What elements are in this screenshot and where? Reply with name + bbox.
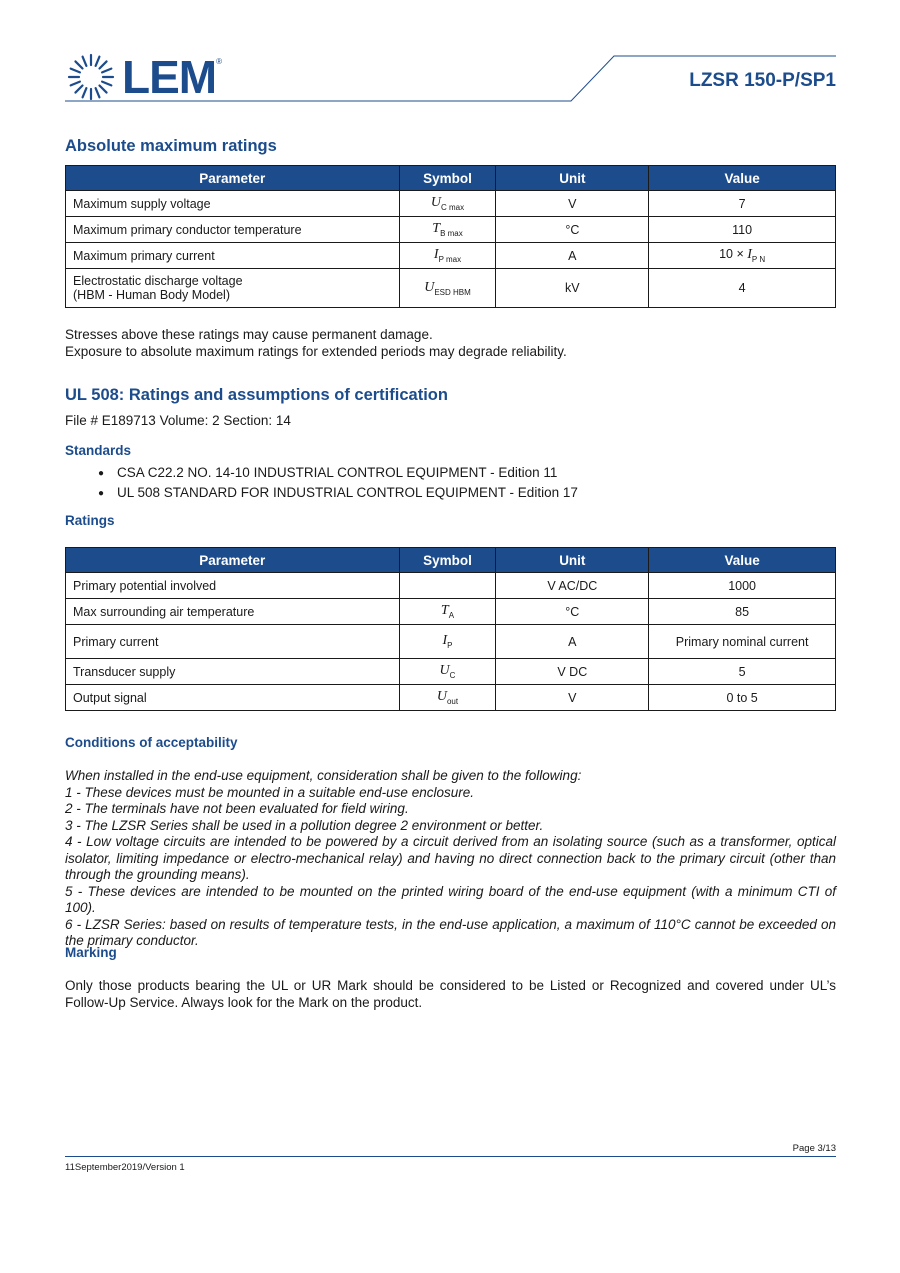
condition-line: 4 - Low voltage circuits are intended to be powered by a circuit derived from an isolating source (such as a transformer, optical isolator, limiting impedance or electro-mechanical relay) and having no direct connection back to the primary circuit (other than through the grounding means). [65, 834, 836, 882]
row-symbol: $U_{out}$ [399, 685, 496, 711]
row-unit: °C [496, 217, 649, 243]
row-parameter: Electrostatic discharge voltage (HBM - Human Body Model) [66, 269, 400, 308]
standards-list [100, 464, 578, 503]
row-unit: V [496, 685, 649, 711]
logo-wordmark: LEM [122, 51, 217, 103]
document-title: LZSR 150-P/SP1 [689, 70, 836, 91]
marking-title: Marking [65, 945, 117, 960]
row-value: 1000 [649, 573, 836, 599]
table-row [66, 659, 836, 685]
table-row [66, 625, 836, 659]
list-item: ● CSA C22.2 NO. 14-10 INDUSTRIAL CONTROL EQUIPMENT - Edition 11 [100, 464, 578, 484]
footer-divider [65, 1156, 836, 1157]
condition-line: 1 - These devices must be mounted in a suitable end-use enclosure. [65, 784, 474, 800]
page-header [0, 0, 900, 110]
ratings-title: Ratings [65, 513, 115, 528]
row-symbol [399, 573, 496, 599]
row-symbol: $I_{P max}$ [399, 243, 496, 269]
row-symbol: $T_A$ [399, 599, 496, 625]
row-parameter: Primary potential involved [66, 573, 400, 599]
table-row [66, 269, 836, 308]
table-row [66, 217, 836, 243]
row-symbol: $U_{C max}$ [399, 191, 496, 217]
ul-file-info: File # E189713 Volume: 2 Section: 14 [65, 413, 291, 428]
condition-line: 3 - The LZSR Series shall be used in a pollution degree 2 environment or better. [65, 817, 544, 833]
row-parameter: Primary current [66, 625, 400, 659]
condition-line: 6 - LZSR Series: based on results of temperature tests, in the end-use application, a maximum of 110°C cannot be exceeded on the primary conductor. [65, 916, 836, 948]
table-row [66, 573, 836, 599]
row-parameter: Maximum supply voltage [66, 191, 400, 217]
marking-text: Only those products bearing the UL or UR Mark should be considered to be Listed or Recognized and covered under UL’s Follow-Up Service. Always look for the Mark on the product. [65, 978, 836, 1010]
column-header-parameter: Parameter [66, 166, 400, 191]
row-parameter: Max surrounding air temperature [66, 599, 400, 625]
condition-line: 5 - These devices are intended to be mounted on the printed wiring board of the end-use equipment (with a minimum CTI of 100). [65, 883, 836, 915]
row-parameter: Transducer supply [66, 659, 400, 685]
column-header-symbol: Symbol [399, 166, 496, 191]
table-row [66, 685, 836, 711]
table-header-row [66, 548, 836, 573]
row-unit: A [496, 243, 649, 269]
registered-mark: ® [216, 56, 223, 66]
table-row [66, 599, 836, 625]
row-value: Primary nominal current [649, 625, 836, 659]
condition-line: When installed in the end-use equipment, consideration shall be given to the following: [65, 768, 582, 783]
row-parameter: Output signal [66, 685, 400, 711]
column-header-unit: Unit [496, 166, 649, 191]
column-header-unit: Unit [496, 548, 649, 573]
row-unit: A [496, 625, 649, 659]
abs-max-title: Absolute maximum ratings [65, 137, 277, 155]
page-number: Page 3/13 [792, 1143, 836, 1154]
row-parameter: Maximum primary conductor temperature [66, 217, 400, 243]
table-header-row [66, 166, 836, 191]
row-value: 85 [649, 599, 836, 625]
row-symbol: $I_P$ [399, 625, 496, 659]
list-item: ● UL 508 STANDARD FOR INDUSTRIAL CONTROL EQUIPMENT - Edition 17 [100, 484, 578, 504]
table-row [66, 243, 836, 269]
row-value: 7 [649, 191, 836, 217]
row-unit: kV [496, 269, 649, 308]
row-unit: V AC/DC [496, 573, 649, 599]
version-label: 11September2019/Version 1 [65, 1162, 185, 1173]
column-header-value: Value [649, 548, 836, 573]
sunburst-logo-icon [66, 52, 116, 102]
row-symbol: $U_{ESD HBM}$ [399, 269, 496, 308]
column-header-value: Value [649, 166, 836, 191]
row-value: 5 [649, 659, 836, 685]
table-row [66, 191, 836, 217]
row-value: 110 [649, 217, 836, 243]
lem-logo [66, 52, 222, 102]
abs-max-table [65, 165, 836, 308]
row-unit: V DC [496, 659, 649, 685]
ul-title: UL 508: Ratings and assumptions of certification [65, 386, 448, 404]
row-symbol: $T_{B max}$ [399, 217, 496, 243]
conditions-text [65, 768, 836, 950]
row-value: 0 to 5 [649, 685, 836, 711]
row-value: 4 [649, 269, 836, 308]
row-symbol: $U_C$ [399, 659, 496, 685]
column-header-symbol: Symbol [399, 548, 496, 573]
ratings-table [65, 547, 836, 711]
row-value: $10 \times I_{P N}$ [649, 243, 836, 269]
row-unit: °C [496, 599, 649, 625]
conditions-title: Conditions of acceptability [65, 735, 238, 750]
column-header-parameter: Parameter [66, 548, 400, 573]
row-parameter: Maximum primary current [66, 243, 400, 269]
standards-title: Standards [65, 443, 132, 458]
row-unit: V [496, 191, 649, 217]
condition-line: 2 - The terminals have not been evaluated for field wiring. [65, 801, 409, 816]
abs-max-note: Stresses above these ratings may cause permanent damage. Exposure to absolute maximum ratings for extended periods may degrade reliability. [65, 327, 567, 359]
